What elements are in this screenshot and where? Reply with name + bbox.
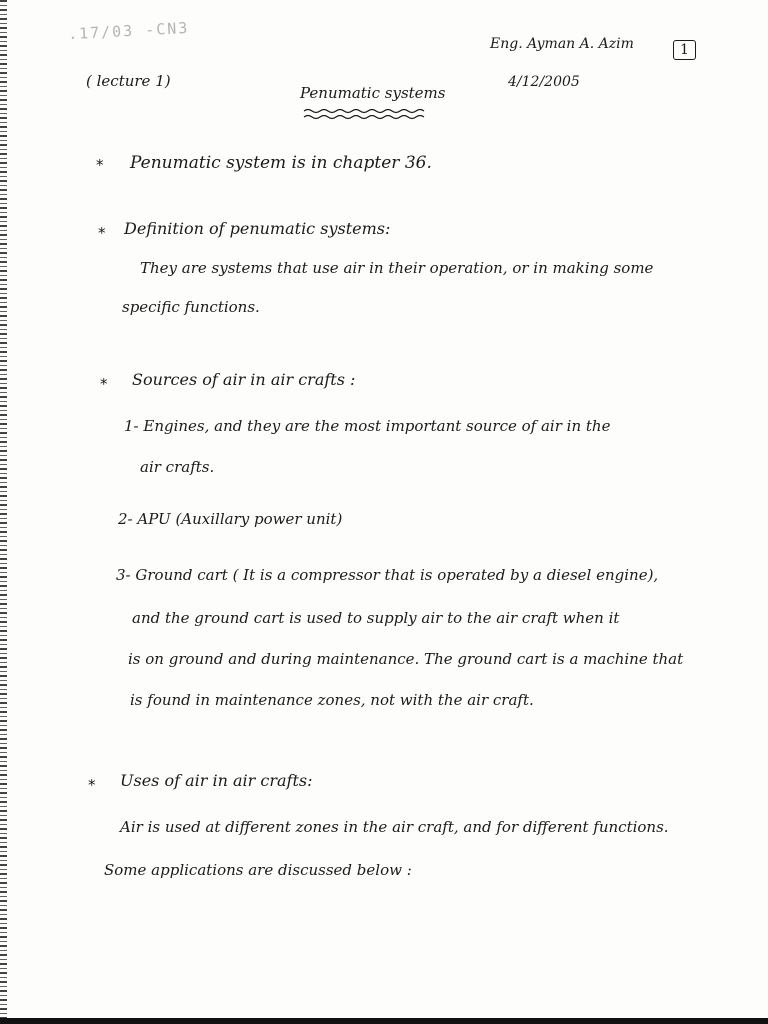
ground-cart-line: and the ground cart is used to supply air to the air craft when it	[132, 609, 620, 627]
sources-heading: Sources of air in air crafts :	[132, 370, 356, 389]
author-name: Eng. Ayman A. Azim	[490, 36, 634, 52]
lecture-label: ( lecture 1)	[86, 72, 171, 90]
definition-line: specific functions.	[122, 298, 260, 316]
bullet-star: *	[100, 375, 108, 393]
definition-line: They are systems that use air in their operation, or in making some	[140, 259, 654, 277]
binding-edge	[0, 0, 7, 1024]
lecture-date: 4/12/2005	[508, 74, 580, 90]
title-underline-squiggle	[302, 107, 426, 121]
chapter-reference: Penumatic system is in chapter 36.	[130, 153, 432, 173]
uses-line: Some applications are discussed below :	[104, 861, 412, 879]
source-item-engines: 1- Engines, and they are the most important source of air in the	[124, 417, 611, 435]
faded-stamp: .17/03 -CN3	[67, 18, 190, 44]
ground-cart-line: is found in maintenance zones, not with the air craft.	[130, 691, 534, 709]
page-title: Penumatic systems	[300, 84, 446, 102]
source-item-ground-cart: 3- Ground cart ( It is a compressor that is operated by a diesel engine),	[116, 566, 659, 584]
uses-line: Air is used at different zones in the air craft, and for different functions.	[120, 818, 669, 836]
bullet-star: *	[96, 156, 104, 174]
definition-heading: Definition of penumatic systems:	[124, 219, 391, 238]
uses-heading: Uses of air in air crafts:	[120, 771, 313, 790]
source-item-engines-cont: air crafts.	[140, 458, 215, 476]
ground-cart-line: is on ground and during maintenance. The ground cart is a machine that	[128, 650, 684, 668]
scan-bottom-edge	[0, 1018, 768, 1024]
bullet-star: *	[88, 776, 96, 794]
bullet-star: *	[98, 224, 106, 242]
page-number-box: 1	[673, 40, 696, 60]
source-item-apu: 2- APU (Auxillary power unit)	[118, 510, 343, 528]
